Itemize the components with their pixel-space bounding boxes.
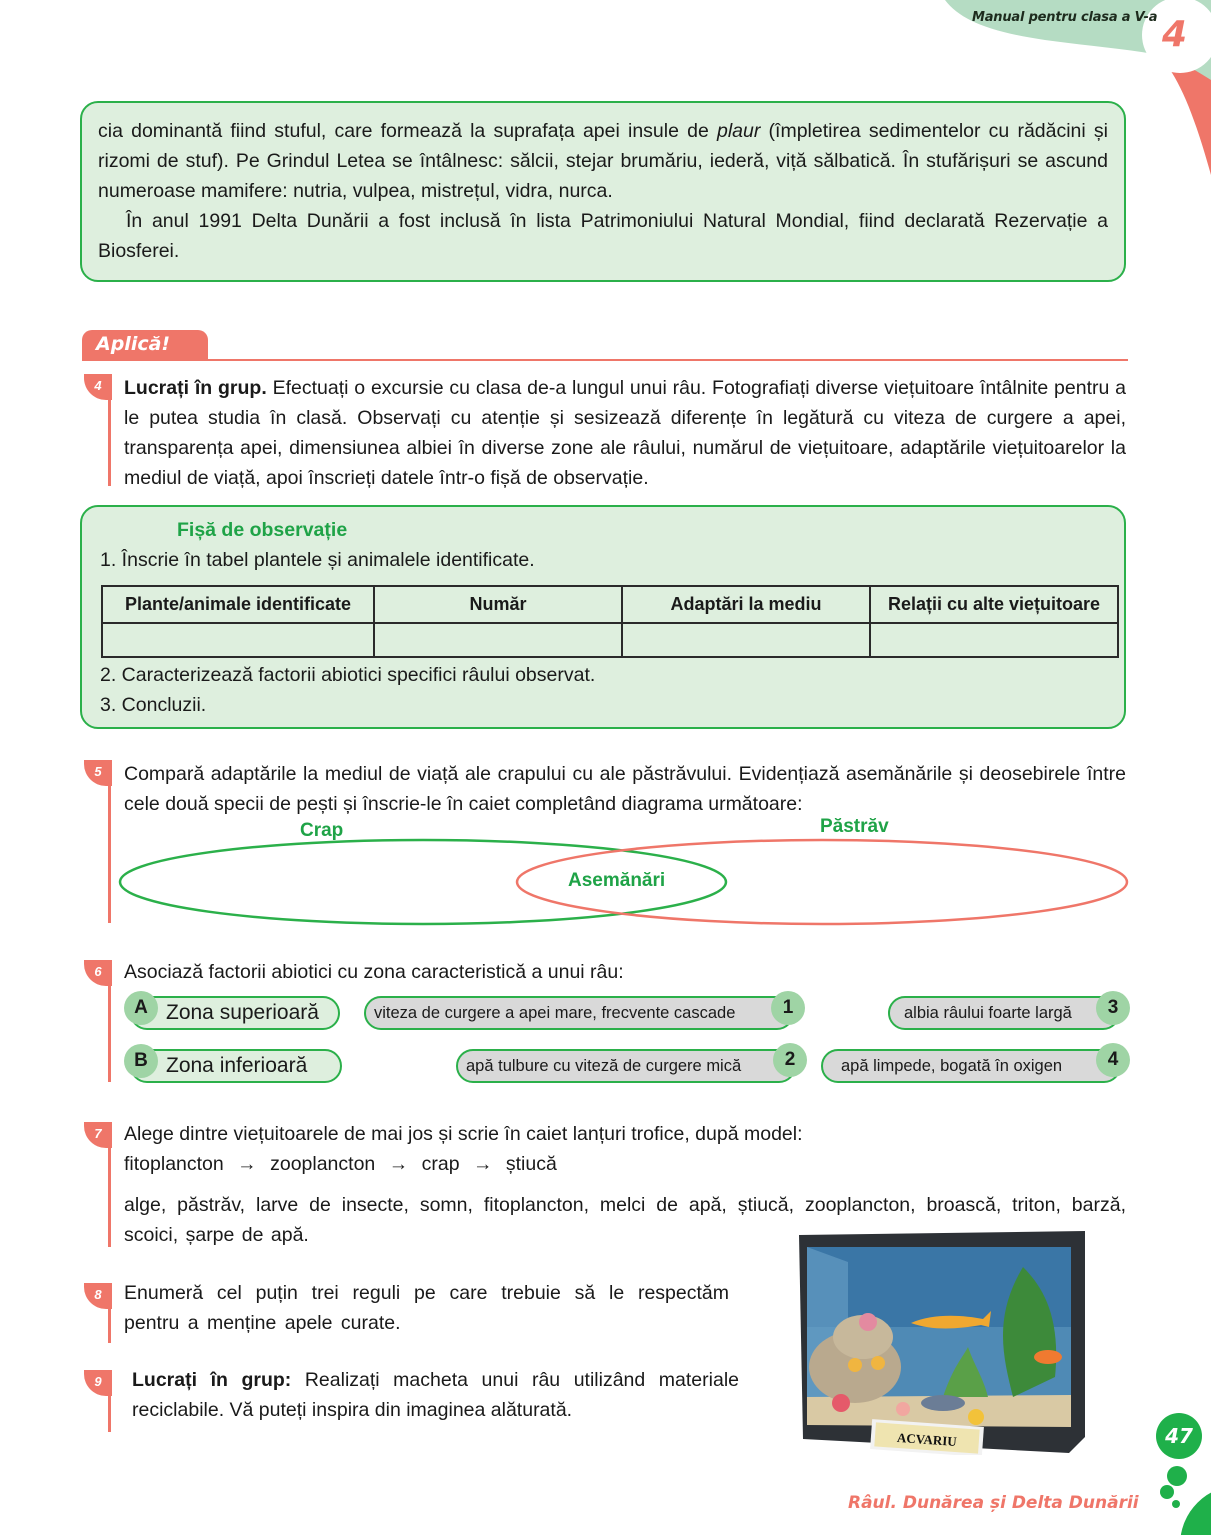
factor-pill-2[interactable]	[456, 1049, 796, 1083]
exercise-8-text: Enumeră cel puțin trei reguli pe care trebuie să le respectăm pentru a menține apele curate.	[124, 1282, 729, 1334]
exercise-9-text: Lucrați în grup: Realizați macheta unui râu utilizând materiale reciclabile. Vă puteți inspira din imaginea alăturată.	[132, 1369, 739, 1421]
exercise-6-text: Asociază factorii abiotici cu zona caracteristică a unui râu:	[124, 961, 624, 983]
table-cell[interactable]	[870, 623, 1118, 657]
arrow-icon: →	[472, 1153, 493, 1175]
asemanari-label: Asemănări	[568, 870, 666, 891]
decor-dot	[1160, 1485, 1174, 1499]
crap-label: Crap	[300, 820, 344, 841]
table-cell[interactable]	[622, 623, 870, 657]
factor-number-badge: 1	[771, 991, 805, 1025]
exercise-4-text: Lucrați în grup. Efectuați o excursie cu clasa de-a lungul unui râu. Fotografiați diverse viețuitoare întâlnite pentru a le putea studia în clasă. Observați cu atenție și sesizează diferențe în legătură cu viteza de curgere a apei, transparența apei, dimensiunea albiei în diverse zone ale râului, numărul de viețuitoare, adaptările viețuitoarelor la mediul de viață, apoi înscrieți datele într-o fișă de observație.	[124, 377, 1126, 489]
plaur-term: plaur	[717, 120, 761, 142]
factor-number-badge: 4	[1096, 1043, 1130, 1077]
observation-sheet-box	[80, 505, 1126, 729]
factor-pill-4[interactable]	[821, 1049, 1121, 1083]
factor-pill-3[interactable]	[888, 996, 1120, 1030]
intro-paragraph-2: În anul 1991 Delta Dunării a fost inclusă în lista Patrimoniului Natural Mondial, fiind declarată Rezervație a Biosferei.	[98, 210, 1108, 262]
exercise-number-badge: 8	[84, 1283, 112, 1309]
exercise-5-text: Compară adaptările la mediul de viață ale crapului cu ale păstrăvului. Evidențiază asemănările și deosebirele între cele două specii de pești și înscrie-le în caiet completând diagrama următoare:	[124, 763, 1126, 815]
aquarium-caption: ACVARIU	[896, 1429, 958, 1450]
pastrav-label: Păstrăv	[820, 816, 889, 837]
factor-label: albia râului foarte largă	[904, 1003, 1072, 1022]
decor-corner	[1180, 1485, 1211, 1535]
exercise-number-badge: 7	[84, 1122, 112, 1148]
section-divider	[82, 359, 1128, 361]
table-header-row	[102, 586, 1118, 623]
exercise-7-text: Alege dintre viețuitoarele de mai jos și scrie în caiet lanțuri trofice, după model:	[124, 1123, 803, 1145]
factor-label: viteza de curgere a apei mare, frecvente cascade	[374, 1003, 736, 1022]
column-header: Adaptări la mediu	[622, 586, 870, 623]
observation-step-3: 3. Concluzii.	[100, 694, 207, 716]
arrow-icon: →	[237, 1153, 257, 1175]
factor-label: apă tulbure cu viteză de curgere mică	[466, 1056, 742, 1075]
factor-number-badge: 2	[773, 1043, 807, 1077]
observation-table	[101, 585, 1119, 658]
observation-sheet-title: Fișă de observație	[177, 519, 348, 541]
arrow-icon: →	[388, 1153, 409, 1175]
zone-letter-badge: A	[124, 991, 158, 1025]
intro-info-box	[80, 101, 1126, 282]
column-header: Număr	[374, 586, 622, 623]
column-header: Plante/animale identificate	[102, 586, 374, 623]
zone-label: Zona superioară	[166, 1001, 319, 1024]
zone-letter-badge: B	[124, 1044, 158, 1078]
factor-pill-1[interactable]	[364, 996, 794, 1030]
factor-number-badge: 3	[1096, 991, 1130, 1025]
observation-step-2: 2. Caracterizează factorii abiotici specifici râului observat.	[100, 664, 596, 686]
intro-paragraph-1: cia dominantă fiind stuful, care formează la suprafața apei insule de plaur (împletirea sedimentelor cu rădăcini și rizomi de stuf). Pe Grindul Letea se întâlnesc: sălcii, stejar brumăriu, iederă, viță sălbatică. În stufărișuri se ascund numeroase mamifere: nutria, vulpea, mistrețul, vidra, nurca.	[98, 120, 1108, 202]
factor-label: apă limpede, bogată în oxigen	[841, 1056, 1063, 1075]
zone-inferioara-pill[interactable]	[130, 1049, 342, 1083]
chapter-number: 4	[1162, 14, 1188, 55]
manual-title: Manual pentru clasa a V-a	[972, 10, 1158, 25]
exercise-number-badge: 6	[84, 960, 112, 986]
chapter-title-footer: Râul. Dunărea și Delta Dunării	[848, 1493, 1139, 1513]
column-header: Relații cu alte viețuitoare	[870, 586, 1118, 623]
decor-dot	[1172, 1500, 1180, 1508]
aquarium-model-image	[793, 1227, 1093, 1455]
model-food-chain: fitoplancton → zooplancton → crap → știucă	[124, 1153, 557, 1175]
page-number: 47	[1156, 1413, 1202, 1459]
exercise-number-badge: 9	[84, 1370, 112, 1396]
table-cell[interactable]	[374, 623, 622, 657]
table-cell[interactable]	[102, 623, 374, 657]
zone-superioara-pill[interactable]	[130, 996, 340, 1030]
exercise-number-badge: 4	[84, 374, 112, 400]
organisms-list: alge, păstrăv, larve de insecte, somn, fitoplancton, melci de apă, știucă, zooplancton, broască, triton, barză, scoici, șarpe de apă.	[124, 1194, 1126, 1246]
table-row	[102, 623, 1118, 657]
exercise-number-badge: 5	[84, 760, 112, 786]
section-tab-aplica: Aplică!	[82, 330, 208, 360]
zone-label: Zona inferioară	[166, 1054, 308, 1077]
decor-dot	[1167, 1466, 1187, 1486]
observation-step-1: 1. Înscrie în tabel plantele și animalele identificate.	[100, 549, 535, 571]
